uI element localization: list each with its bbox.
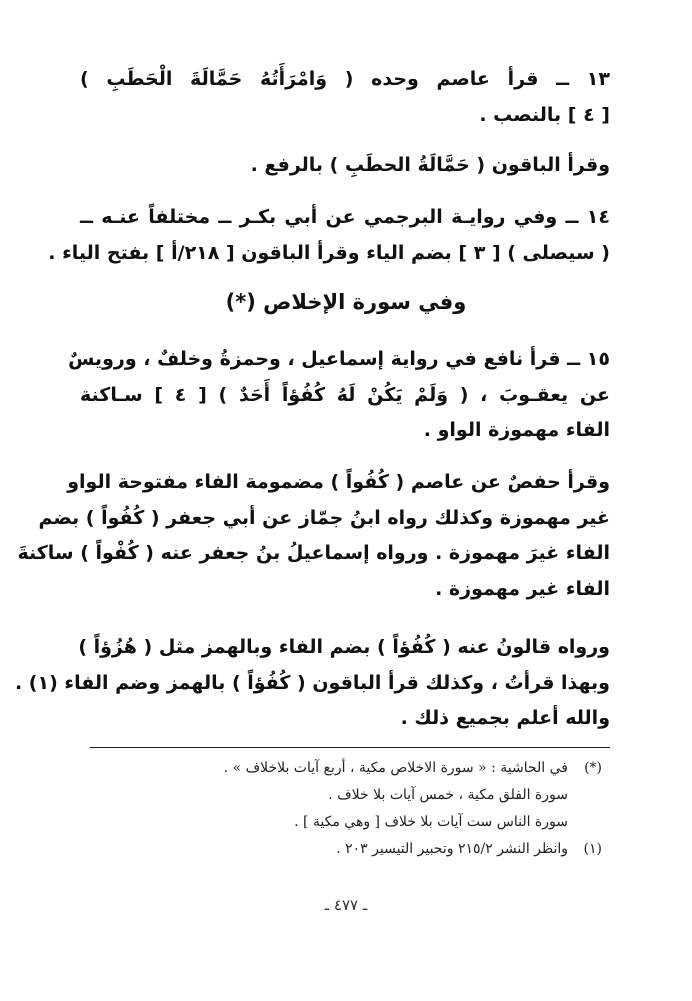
footnote-mark: (١)	[583, 841, 602, 857]
footnote-mark	[568, 782, 602, 809]
text-line: [ ٤ ] بالنصب .	[479, 103, 610, 126]
paragraph-qalun	[14, 630, 610, 737]
footnote-text: وانظر النشر ٢١٥/٢ وتحبير التيسير ٢٠٣ .	[336, 841, 568, 857]
footnote	[82, 755, 602, 782]
text-line: ١٥ ــ قرأ نافع في رواية إسماعيل ، وحمزةُ وخلفٌ ، ورويسٌ	[68, 348, 610, 370]
footnote-text: سورة الناس ست آيات بلا خلاف [ وهي مكية ] .	[294, 814, 568, 830]
paragraph-15	[68, 342, 610, 449]
text-line: ( سيصلى ) [ ٣ ] بضم الياء وقرأ الباقون [ ٢١٨/أ ] بفتح الياء .	[48, 241, 610, 264]
paragraph-14	[48, 200, 610, 271]
footnote-mark: (*)	[584, 760, 602, 776]
text-line: عن يعقـوبَ ، ( وَلَمْ يَكُنْ لَهُ كُفُؤاً أَحَدٌ ) [ ٤ ] سـاكنة	[80, 383, 610, 406]
text-line: والله أعلم بجميع ذلك .	[400, 707, 610, 729]
text-line: وبهذا قرأتُ ، وكذلك قرأ الباقون ( كُفُؤاً ) بالهمز وضم الفاء (١) .	[14, 671, 610, 694]
text-line: الفاء غيرَ مهموزة . ورواه إسماعيلُ بنُ جعفر عنه ( كُفْواً ) ساكنةَ	[17, 542, 610, 564]
section-heading: وفي سورة الإخلاص (*)	[225, 290, 467, 314]
footnote-text: في الحاشية : « سورة الاخلاص مكية ، أربع آيات بلاخلاف » .	[223, 760, 568, 776]
footnotes	[82, 755, 602, 863]
page-number: ـ ٤٧٧ ـ	[324, 896, 368, 914]
footnote-text: سورة الفلق مكية ، خمس آيات بلا خلاف .	[328, 787, 568, 803]
footnote-mark	[568, 809, 602, 836]
text-line: ١٣ ــ قرأ عاصم وحده ( وَامْرَأَتُهُ حَمَّالَةَ الْحَطَبِ )	[80, 68, 610, 90]
footnote	[82, 836, 602, 863]
footnote-divider	[90, 747, 610, 748]
text-line: وقرأ الباقون ( حَمَّالَةُ الحطَبِ ) بالرفع .	[250, 154, 610, 176]
paragraph-13	[80, 62, 610, 133]
text-line: الفاء غير مهموزة .	[435, 577, 610, 600]
paragraph-hafs	[17, 465, 610, 607]
paragraph-13-others	[80, 148, 610, 184]
text-line: غير مهموزة وكذلك رواه ابنُ جمّاز عن أبي جعفر ( كُفُواً ) بضم	[38, 506, 610, 529]
text-line: ورواه قالونُ عنه ( كُفُؤاً ) بضم الفاء وبالهمز مثل ( هُزُؤاً )	[78, 636, 610, 658]
text-line: وقرأ حفصٌ عن عاصم ( كُفُواً ) مضمومة الفاء مفتوحة الواو	[67, 471, 610, 493]
footnote	[82, 809, 602, 836]
text-line: الفاء مهموزة الواو .	[423, 419, 610, 441]
footnote	[82, 782, 602, 809]
text-line: ١٤ ــ وفي روايـة البرجمي عن أبي بكـر ــ مختلفاً عنـه ــ	[80, 206, 610, 228]
